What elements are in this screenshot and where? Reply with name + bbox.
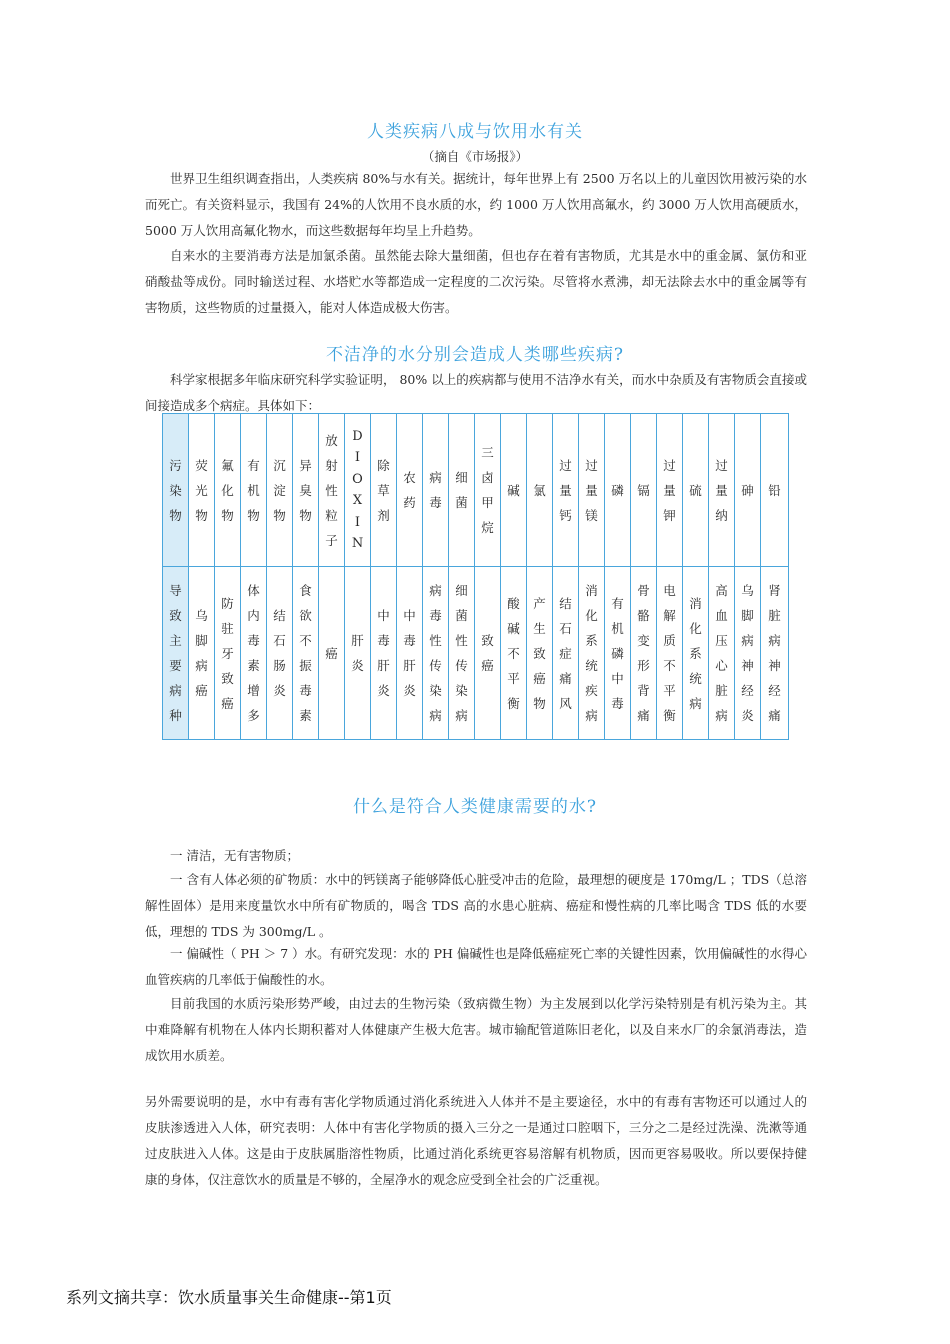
table-row-diseases <box>163 567 789 740</box>
disease-cell: 乌脚病 癌 <box>189 567 215 740</box>
pollutant-cell: 沉淀物 <box>267 414 293 567</box>
paragraph-chlorine-disinfection: 自来水的主要消毒方法是加氯杀菌。虽然能去除大量细菌，但也存在着有害物质，尤其是水中的重金属、氯仿和亚硝酸盐等成份。同时输送过程、水塔贮水等都造成一定程度的二次污染。尽管将水煮沸，却无法除去水中的重金属等有害物质，这些物质的过量摄入，能对人体造成极大伤害。 <box>145 248 807 315</box>
disease-cell: 癌 <box>319 567 345 740</box>
pollutant-cell: 硫 <box>683 414 709 567</box>
table-header-pollutant: 污染物 <box>163 414 189 567</box>
pollutant-cell: 放射性粒子 <box>319 414 345 567</box>
list-item-clean: 一 清洁，无有害物质； <box>170 848 299 863</box>
pollutant-cell: 碱 <box>501 414 527 567</box>
pollutant-cell: 三卤甲烷 <box>475 414 501 567</box>
disease-cell: 结石症痛风 <box>553 567 579 740</box>
disease-cell: 电解质不平衡 <box>657 567 683 740</box>
pollutant-cell: 镉 <box>631 414 657 567</box>
pollutant-cell: 过量钙 <box>553 414 579 567</box>
pollutant-cell: 砷 <box>735 414 761 567</box>
disease-cell: 骨骼变形 背痛 <box>631 567 657 740</box>
pollutant-cell: 农药 <box>397 414 423 567</box>
title-healthy-water: 什么是符合人类健康需要的水? <box>352 797 598 817</box>
pollutant-cell: 氯 <box>527 414 553 567</box>
disease-cell: 乌脚病 神经炎 <box>735 567 761 740</box>
title-unclean-water-diseases: 不洁净的水分别会造成人类哪些疾病? <box>325 345 625 365</box>
pollutant-cell: 异臭物 <box>293 414 319 567</box>
disease-cell: 肝炎 <box>345 567 371 740</box>
table-row-pollutants <box>163 414 789 567</box>
disease-cell: 食欲不振 毒素 <box>293 567 319 740</box>
disease-cell: 消化系统病 <box>683 567 709 740</box>
pollutant-cell: 铅 <box>761 414 789 567</box>
disease-cell: 病毒性传染病 <box>423 567 449 740</box>
pollutant-cell: 荧光物 <box>189 414 215 567</box>
pollutant-cell: 病毒 <box>423 414 449 567</box>
disease-cell: 体内毒素增多 <box>241 567 267 740</box>
disease-cell: 酸碱不平衡 <box>501 567 527 740</box>
disease-cell: 产生致癌物 <box>527 567 553 740</box>
disease-cell: 消化系统疾病 <box>579 567 605 740</box>
paragraph-pollution-status: 目前我国的水质污染形势严峻，由过去的生物污染（致病微生物）为主发展到以化学污染特别是有机污染为主。其中难降解有机物在人体内长期积蓄对人体健康产生极大危害。城市输配管道陈旧老化，以及自来水厂的余氯消毒法，造成饮用水质差。 <box>145 996 807 1063</box>
pollutant-cell: 氟化物 <box>215 414 241 567</box>
source-note: （摘自《市场报》） <box>421 149 529 164</box>
disease-cell: 有机磷中毒 <box>605 567 631 740</box>
list-item-alkaline: 一 偏碱性（ PH ＞ 7 ）水。有研究发现：水的 PH 偏碱性也是降低癌症死亡率的关键性因素，饮用偏碱性的水得心血管疾病的几率低于偏酸性的水。 <box>145 946 807 987</box>
disease-cell: 中毒 肝炎 <box>371 567 397 740</box>
disease-cell: 细菌性传染病 <box>449 567 475 740</box>
pollutant-cell: DIOXIN <box>345 414 371 567</box>
pollutant-cell: 过量钾 <box>657 414 683 567</box>
pollutant-disease-table <box>162 413 789 740</box>
disease-cell: 结石 肠炎 <box>267 567 293 740</box>
paragraph-skin-absorption: 另外需要说明的是，水中有毒有害化学物质通过消化系统进入人体并不是主要途径，水中的有毒有害物还可以通过人的皮肤渗透进入人体，研究表明：人体中有害化学物质的摄入三分之一是通过口腔咽下，三分之二是经过洗澡、洗漱等通过皮肤进入人体。这是由于皮肤属脂溶性物质，比通过消化系统更容易溶解有机物质，因而更容易吸收。所以要保持健康的身体，仅注意饮水的质量是不够的，全屋净水的观念应受到全社会的广泛重视。 <box>145 1094 807 1187</box>
pollutant-cell: 过量镁 <box>579 414 605 567</box>
pollutant-cell: 细菌 <box>449 414 475 567</box>
pollutant-cell: 磷 <box>605 414 631 567</box>
paragraph-who-survey: 世界卫生组织调查指出，人类疾病 80%与水有关。据统计，每年世界上有 2500 万名以上的儿童因饮用被污染的水而死亡。有关资料显示，我国有 24%的人饮用不良水质的水，约 1000 万人饮用高氟水，约 3000 万人饮用高硬质水，5000 万人饮用高氟化物水，而这些数据每年均呈上升趋势。 <box>145 171 807 238</box>
disease-cell: 防驻牙 致癌 <box>215 567 241 740</box>
pollutant-cell: 除草剂 <box>371 414 397 567</box>
disease-cell: 中毒 肝炎 <box>397 567 423 740</box>
page-footer: 系列文摘共享：饮水质量事关生命健康--第1页 <box>66 1288 392 1307</box>
table-header-disease: 导致主要病种 <box>163 567 189 740</box>
list-item-minerals: 一 含有人体必须的矿物质：水中的钙镁离子能够降低心脏受冲击的危险，最理想的硬度是 170mg/L ；TDS（总溶解性固体）是用来度量饮水中所有矿物质的，喝含 TDS 高的水患心脏病、癌症和慢性病的几率比喝含 TDS 低的水要低，理想的 TDS 为 300mg/L 。 <box>145 872 807 939</box>
title-diseases-water: 人类疾病八成与饮用水有关 <box>367 122 583 142</box>
disease-cell: 高血压 心脏病 <box>709 567 735 740</box>
pollutant-cell: 过量纳 <box>709 414 735 567</box>
pollutant-cell: 有机物 <box>241 414 267 567</box>
disease-cell: 肾脏病 神经痛 <box>761 567 789 740</box>
disease-cell: 致癌 <box>475 567 501 740</box>
paragraph-table-intro: 科学家根据多年临床研究科学实验证明， 80% 以上的疾病都与使用不洁净水有关，而水中杂质及有害物质会直接或间接造成多个病症。具体如下： <box>145 372 807 413</box>
